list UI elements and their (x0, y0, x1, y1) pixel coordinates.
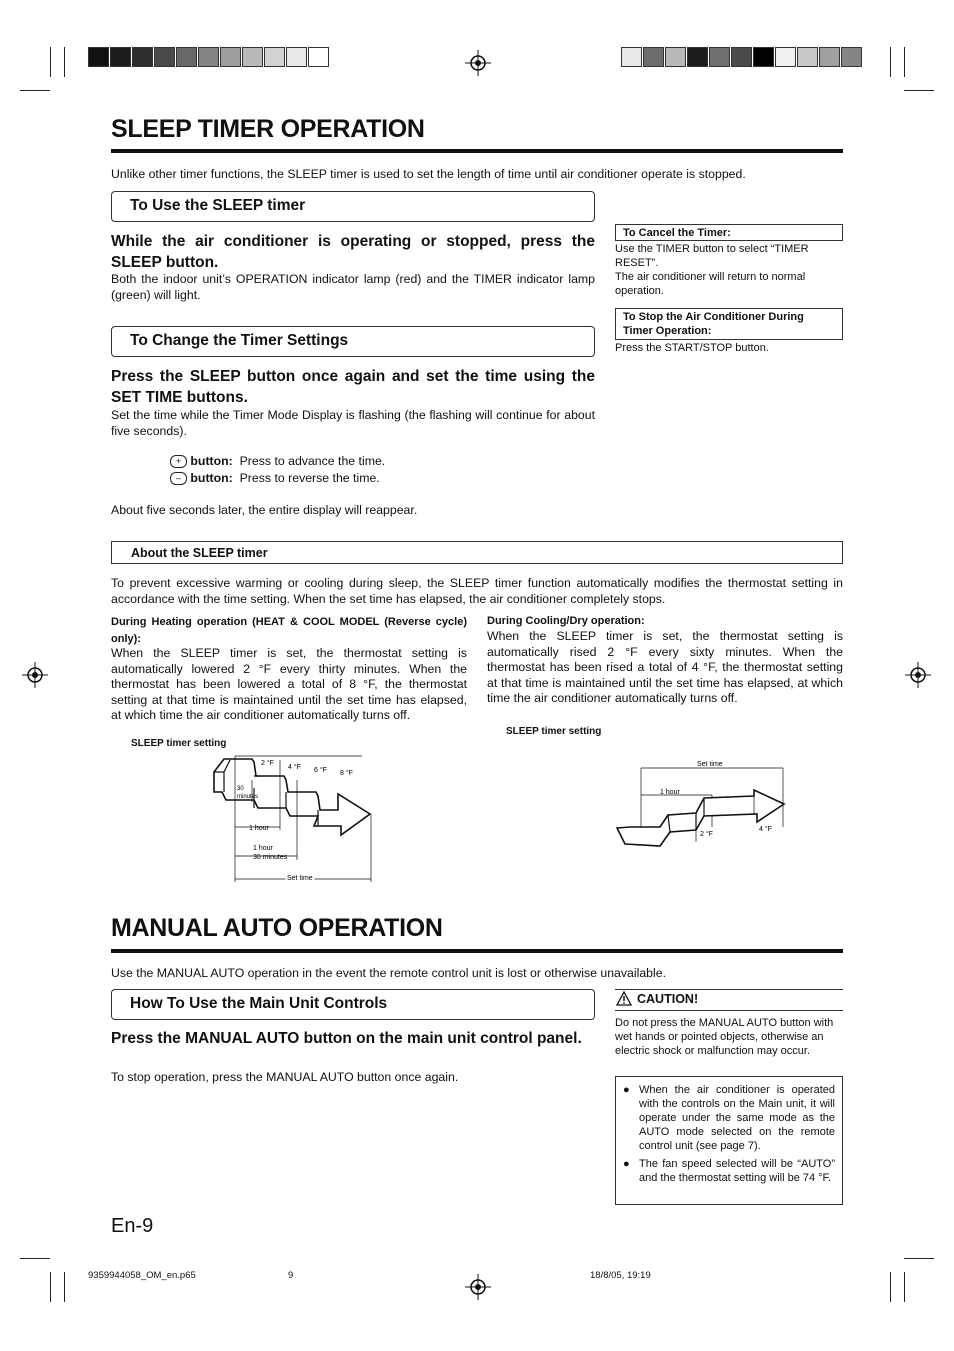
color-swatch (286, 47, 307, 67)
cancel-timer-heading: To Cancel the Timer: (615, 224, 843, 241)
cancel-timer-body2: The air conditioner will return to normal operation. (615, 271, 806, 297)
page-number: En-9 (111, 1215, 154, 1237)
color-swatch (176, 47, 197, 67)
about-sleep-heading: About the SLEEP timer (111, 541, 843, 564)
crop-mark (64, 1272, 65, 1302)
heat-label-1hour: 1 hour (249, 825, 269, 832)
color-swatch (841, 47, 862, 67)
heat-label-30: 30 (237, 786, 244, 792)
color-swatch (665, 47, 686, 67)
color-swatch (264, 47, 285, 67)
change-settings-heading: To Change the Timer Settings (111, 326, 595, 357)
use-sleep-lead: While the air conditioner is operating or stopped, press the SLEEP button. (111, 233, 595, 271)
registration-mark-icon (465, 1274, 491, 1300)
stop-ac-body: Press the START/STOP button. (615, 342, 769, 354)
heat-label-2f: 2 °F (261, 760, 274, 767)
cool-label-1hour: 1 hour (660, 789, 680, 796)
main-unit-controls-heading: How To Use the Main Unit Controls (111, 989, 595, 1020)
color-swatch (308, 47, 329, 67)
note-item: ● When the air conditioner is operated with the controls on the Main unit, it will operate under the same mode as the AUTO mode selected on the remote control unit (see page 7). (639, 1083, 835, 1153)
crop-mark (64, 47, 65, 77)
color-swatch (88, 47, 109, 67)
color-swatch (110, 47, 131, 67)
heat-label-6f: 6 °F (314, 767, 327, 774)
crop-mark (904, 1258, 934, 1259)
plus-button-row (170, 454, 385, 470)
plus-button-icon: + (170, 455, 187, 468)
heat-label-minutes: minutes (237, 794, 259, 800)
manual-intro: Use the MANUAL AUTO operation in the event the remote control unit is lost or otherwise unavailable. (111, 966, 667, 980)
caution-header (615, 989, 843, 1011)
crop-mark (904, 47, 905, 77)
cool-sleep-diagram (612, 752, 792, 852)
about-sleep-body: To prevent excessive warming or cooling during sleep, the SLEEP timer function automatically modifies the thermostat setting in accordance with the time setting. When the set time has elapsed, the air conditioner completely stops. (111, 576, 843, 606)
cool-heading: During Cooling/Dry operation: (487, 615, 645, 627)
registration-mark-icon (22, 662, 48, 688)
heat-label-1hour30-a: 1 hour (253, 845, 273, 852)
reappear-text: About five seconds later, the entire display will reappear. (111, 503, 418, 517)
crop-mark (20, 90, 50, 91)
footer-file: 9359944058_OM_en.p65 (88, 1270, 196, 1281)
color-swatch (643, 47, 664, 67)
heat-label-set-time: Set time (287, 875, 313, 882)
minus-button-row (170, 471, 380, 487)
cool-label-set-time: Set time (697, 761, 723, 768)
sleep-intro: Unlike other timer functions, the SLEEP timer is used to set the length of time until air conditioner operate is stopped. (111, 167, 746, 181)
stop-ac-heading: To Stop the Air Conditioner During Timer Operation: (615, 308, 843, 340)
cool-label-2f: 2 °F (700, 831, 713, 838)
change-settings-lead: Press the SLEEP button once again and set the time using the SET TIME buttons. (111, 368, 595, 406)
color-swatch (132, 47, 153, 67)
registration-mark-icon (465, 50, 491, 76)
color-swatch (621, 47, 642, 67)
crop-mark (904, 90, 934, 91)
crop-mark (890, 47, 891, 77)
color-swatch (220, 47, 241, 67)
footer-date: 18/8/05, 19:19 (590, 1270, 651, 1281)
use-sleep-heading: To Use the SLEEP timer (111, 191, 595, 222)
caution-body: Do not press the MANUAL AUTO button with wet hands or pointed objects, otherwise an electric shock or malfunction may occur. (615, 1017, 834, 1057)
notes-box (615, 1076, 843, 1205)
plus-button-label: button: (190, 454, 233, 468)
caution-heading: CAUTION! (637, 992, 699, 1006)
crop-mark (50, 47, 51, 77)
cancel-timer-body1: Use the TIMER button to select “TIMER RESET”. (615, 243, 809, 269)
sleep-title: SLEEP TIMER OPERATION (111, 115, 425, 143)
registration-mark-icon (905, 662, 931, 688)
cool-body: When the SLEEP timer is set, the thermostat setting is automatically rised 2 °F every sixty minutes. When the thermostat has been rised a total of 4 °F, the thermostat setting at that time is maintained until the set time has elapsed, at which time the air conditioner automatically turns off. (487, 629, 843, 705)
color-swatch (731, 47, 752, 67)
title-rule (111, 949, 843, 953)
manual-lead: Press the MANUAL AUTO button on the main unit control panel. (111, 1030, 582, 1047)
color-swatch (753, 47, 774, 67)
heat-body: When the SLEEP timer is set, the thermostat setting is automatically lowered 2 °F every thirty minutes. When the thermostat has been lowered a total of 8 °F, the thermostat setting at that time is maintained until the set time has elapsed, at which time the air conditioner automatically turns off. (111, 646, 467, 722)
heat-heading: During Heating operation (HEAT & COOL MODEL (Reverse cycle) only): (111, 616, 467, 645)
color-swatch (797, 47, 818, 67)
footer-page: 9 (288, 1270, 294, 1281)
crop-mark (890, 1272, 891, 1302)
color-swatch (154, 47, 175, 67)
heat-sleep-diagram (210, 750, 385, 885)
warning-triangle-icon (616, 991, 632, 1006)
plus-button-desc: Press to advance the time. (239, 454, 386, 468)
manual-body: To stop operation, press the MANUAL AUTO button once again. (111, 1070, 459, 1084)
color-swatch (819, 47, 840, 67)
heat-label-1hour30-b: 30 minutes (253, 854, 288, 861)
color-swatch (242, 47, 263, 67)
title-rule (111, 149, 843, 153)
change-settings-body: Set the time while the Timer Mode Display is flashing (the flashing will continue for about five seconds). (111, 408, 595, 438)
cool-diagram-label: SLEEP timer setting (506, 726, 602, 737)
crop-mark (904, 1272, 905, 1302)
color-swatch (687, 47, 708, 67)
color-swatch (198, 47, 219, 67)
color-swatch (709, 47, 730, 67)
cool-label-4f: 4 °F (759, 826, 772, 833)
crop-mark (50, 1272, 51, 1302)
heat-diagram-label: SLEEP timer setting (131, 738, 227, 749)
use-sleep-body: Both the indoor unit’s OPERATION indicator lamp (red) and the TIMER indicator lamp (green) will light. (111, 272, 595, 302)
crop-mark (20, 1258, 50, 1259)
heat-label-8f: 8 °F (340, 770, 353, 777)
color-swatch (775, 47, 796, 67)
minus-button-label: button: (190, 471, 233, 485)
manual-title: MANUAL AUTO OPERATION (111, 914, 443, 942)
note-item: ● The fan speed selected will be “AUTO” and the thermostat setting will be 74 °F. (639, 1157, 835, 1185)
heat-label-4f: 4 °F (288, 764, 301, 771)
minus-button-desc: Press to reverse the time. (239, 471, 380, 485)
minus-button-icon: – (170, 472, 187, 485)
